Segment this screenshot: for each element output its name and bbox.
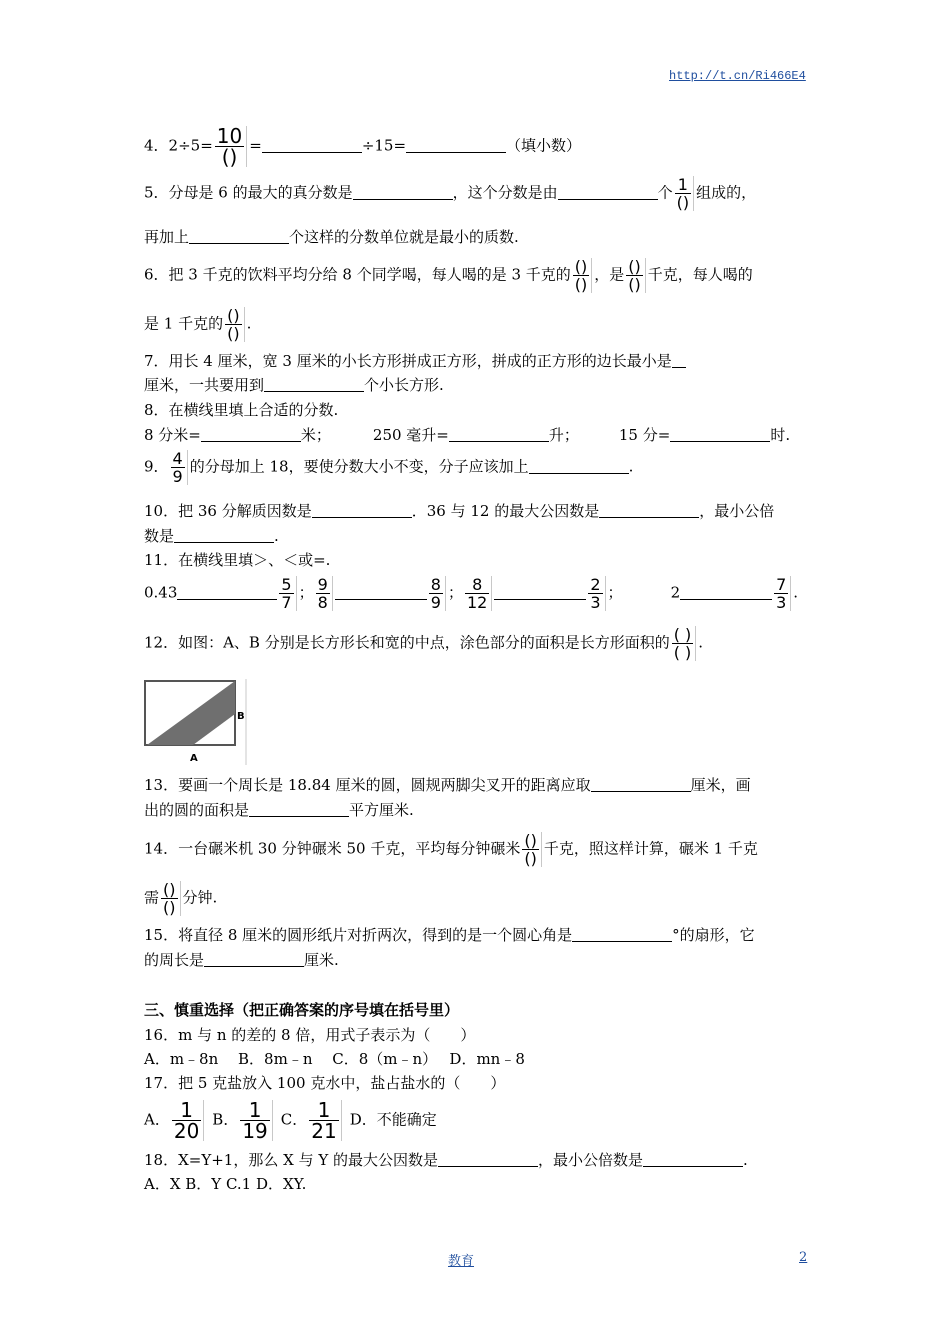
q11-fraction-2: $\frac{9}{8}$ (316, 576, 333, 611)
section-3-title: 三、慎重选择（把正确答案的序号填在括号里） (144, 1001, 460, 1019)
question-14 (144, 832, 758, 867)
q4-blank-2[interactable] (406, 136, 506, 153)
q11-fraction-3: $\frac{8}{9}$ (429, 576, 446, 611)
q18-blank-1[interactable] (438, 1150, 538, 1167)
q10-blank-3[interactable] (174, 526, 274, 543)
q15-line2b: 厘米. (304, 951, 339, 969)
question-6-line2 (144, 307, 251, 342)
question-12 (144, 626, 703, 661)
q15-a: 15．将直径 8 厘米的圆形纸片对折两次，得到的是一个圆心角是 (144, 926, 573, 944)
q11-fraction-6: $\frac{7}{3}$ (774, 576, 791, 611)
footer-link[interactable]: 教育 (448, 1254, 475, 1269)
q6-text-c: 千克，每人喝的 (647, 265, 753, 284)
question-14-line2 (144, 881, 217, 916)
rectangle-figure (144, 679, 248, 765)
q5-text-d: 组成的， (696, 183, 757, 202)
q8-b2: 升； (548, 426, 579, 444)
q14-a: 14．一台碾米机 30 分钟碾米 50 千克，平均每分钟碾米 (144, 839, 521, 858)
q9-end: . (628, 457, 634, 476)
q5-blank-1[interactable] (353, 183, 453, 200)
q7-line2-a: 厘米，一共要用到 (144, 376, 265, 394)
q11-blank-4[interactable] (680, 583, 772, 600)
question-15-line2 (144, 950, 339, 970)
q11-blank-1[interactable] (177, 583, 277, 600)
q14-b: 千克，照这样计算，碾米 1 千克 (543, 839, 758, 858)
q4-prefix: 4．2÷5= (144, 136, 213, 155)
q13-blank-2[interactable] (249, 800, 349, 817)
q17-option-a: A． (144, 1110, 170, 1129)
q8-b: 250 毫升= (372, 426, 449, 444)
q5-line2-a: 再加上 (144, 228, 190, 246)
q12-text: 12．如图：A、B 分别是长方形长和宽的中点，涂色部分的面积是长方形面积的 (144, 633, 670, 652)
question-7 (144, 351, 686, 371)
question-18 (144, 1150, 748, 1170)
q10-blank-2[interactable] (599, 501, 699, 518)
question-4 (144, 126, 581, 167)
q6-line2-a: 是 1 千克的 (144, 314, 224, 333)
q14-fraction-1: $\frac{()}{()}$ (522, 832, 541, 867)
q4-mid: ÷15= (361, 136, 407, 155)
question-11-title: 11．在横线里填＞、＜或=. (144, 551, 331, 569)
q14-line2a: 需 (144, 888, 160, 907)
q8-a: 8 分米= (144, 426, 201, 444)
question-13 (144, 775, 751, 795)
q7-line1: 7．用长 4 厘米，宽 3 厘米的小长方形拼成正方形，拼成的正方形的边长最小是 (144, 352, 672, 370)
q7-line2-b: 个小长方形. (364, 376, 444, 394)
question-11 (144, 576, 798, 611)
q12-fraction: $\frac{( )}{( )}$ (672, 626, 697, 661)
q13-b: 厘米，画 (690, 776, 751, 794)
q10-c: ，最小公倍 (699, 502, 775, 520)
q5-text-c: 个 (657, 183, 673, 202)
q8-a2: 米； (300, 426, 331, 444)
q8-blank-3[interactable] (670, 425, 770, 442)
q11-sep2: ； (447, 583, 463, 602)
q6-fraction-3: $\frac{()}{()}$ (225, 307, 244, 342)
q15-b: °的扇形，它 (672, 926, 755, 944)
q15-blank-2[interactable] (204, 950, 304, 967)
question-10 (144, 501, 774, 521)
q11-fraction-5: $\frac{2}{3}$ (588, 576, 605, 611)
q10-blank-1[interactable] (312, 501, 412, 518)
q6-text-a: 6．把 3 千克的饮料平均分给 8 个同学喝，每人喝的是 3 千克的 (144, 265, 571, 284)
q18-b: ，最小公倍数是 (538, 1151, 644, 1169)
q6-text-b: ，是 (594, 265, 625, 284)
question-13-line2 (144, 800, 414, 820)
q9-text: 的分母加上 18，要使分数大小不变，分子应该加上 (189, 457, 529, 476)
q11-v1: 0.43 (144, 583, 178, 602)
q4-blank-1[interactable] (262, 136, 362, 153)
q8-c: 15 分= (618, 426, 671, 444)
q10-end: . (274, 527, 279, 545)
question-9 (144, 450, 633, 485)
q9-blank[interactable] (529, 457, 629, 474)
q11-fraction-1: $\frac{5}{7}$ (279, 576, 296, 611)
question-6 (144, 258, 753, 293)
q11-sep3: ； (607, 583, 623, 602)
header-link[interactable]: http://t.cn/Ri466E4 (669, 69, 806, 83)
q9-fraction: $\frac{4}{9}$ (171, 450, 188, 485)
q17-option-c: C． (280, 1110, 308, 1129)
q6-fraction-2: $\frac{()}{()}$ (626, 258, 645, 293)
q5-blank-3[interactable] (189, 227, 289, 244)
question-16-options: A．m﹣8n B．8m﹣n C．8（m﹣n） D．mn﹣8 (144, 1050, 525, 1068)
q7-blank-1[interactable] (672, 351, 686, 368)
label-a: A (190, 753, 198, 764)
q11-sep1: ； (298, 583, 314, 602)
q12-end: . (698, 633, 704, 652)
q5-text-a: 5．分母是 6 的最大的真分数是 (144, 183, 353, 202)
q4-fraction: $\frac{10}{()}$ (215, 126, 247, 167)
q8-c2: 时. (770, 426, 791, 444)
q11-blank-2[interactable] (335, 583, 427, 600)
question-16: 16．m 与 n 的差的 8 倍，用式子表示为（ ） (144, 1026, 476, 1044)
q4-eq: = (249, 136, 262, 155)
label-b: B (237, 711, 245, 722)
q11-v2: 2 (670, 583, 681, 602)
q13-blank-1[interactable] (591, 775, 691, 792)
q8-blank-1[interactable] (201, 425, 301, 442)
q13-line2b: 平方厘米. (349, 801, 414, 819)
q13-line2a: 出的圆的面积是 (144, 801, 250, 819)
q15-line2a: 的周长是 (144, 951, 205, 969)
question-17-options (144, 1100, 437, 1141)
q5-line2-b: 个这样的分数单位就是最小的质数. (289, 228, 519, 246)
question-5 (144, 176, 756, 211)
q17-fraction-c: $\frac{1}{21}$ (309, 1100, 341, 1141)
q15-blank-1[interactable] (572, 925, 672, 942)
q5-blank-2[interactable] (558, 183, 658, 200)
q11-end: . (793, 583, 799, 602)
q10-line2: 数是 (144, 527, 175, 545)
question-18-options: A．X B．Y C.1 D．XY. (144, 1175, 307, 1193)
q11-fraction-4: $\frac{8}{12}$ (465, 576, 492, 611)
q10-a: 10．把 36 分解质因数是 (144, 502, 312, 520)
question-15 (144, 925, 755, 945)
question-8-title: 8．在横线里填上合适的分数. (144, 401, 339, 419)
question-7-line2 (144, 375, 444, 395)
q5-text-b: ，这个分数是由 (452, 183, 558, 202)
q17-fraction-a: $\frac{1}{20}$ (172, 1100, 204, 1141)
question-10-line2 (144, 526, 279, 546)
question-5-line2 (144, 227, 519, 247)
q17-fraction-b: $\frac{1}{19}$ (240, 1100, 272, 1141)
q7-blank-2[interactable] (264, 375, 364, 392)
q14-line2b: 分钟. (182, 888, 218, 907)
q8-blank-2[interactable] (449, 425, 549, 442)
q18-a: 18．X=Y+1，那么 X 与 Y 的最大公因数是 (144, 1151, 439, 1169)
q18-blank-2[interactable] (643, 1150, 743, 1167)
q4-suffix: （填小数） (506, 136, 582, 155)
q9-prefix: 9． (144, 457, 169, 476)
q6-line2-b: . (246, 314, 252, 333)
q10-b: ．36 与 12 的最大公因数是 (411, 502, 600, 520)
question-17: 17．把 5 克盐放入 100 克水中，盐占盐水的（ ） (144, 1074, 506, 1092)
page-number[interactable]: 2 (799, 1250, 808, 1265)
q17-option-b: B． (212, 1110, 239, 1129)
question-8 (144, 425, 790, 445)
q6-fraction-1: $\frac{()}{()}$ (573, 258, 592, 293)
q5-fraction: $\frac{1}{()}$ (675, 176, 694, 211)
q14-fraction-2: $\frac{()}{()}$ (161, 881, 180, 916)
q11-blank-3[interactable] (494, 583, 586, 600)
q18-end: . (743, 1151, 748, 1169)
q13-a: 13．要画一个周长是 18.84 厘米的圆，圆规两脚尖叉开的距离应取 (144, 776, 591, 794)
q17-option-d: D．不能确定 (349, 1110, 437, 1129)
